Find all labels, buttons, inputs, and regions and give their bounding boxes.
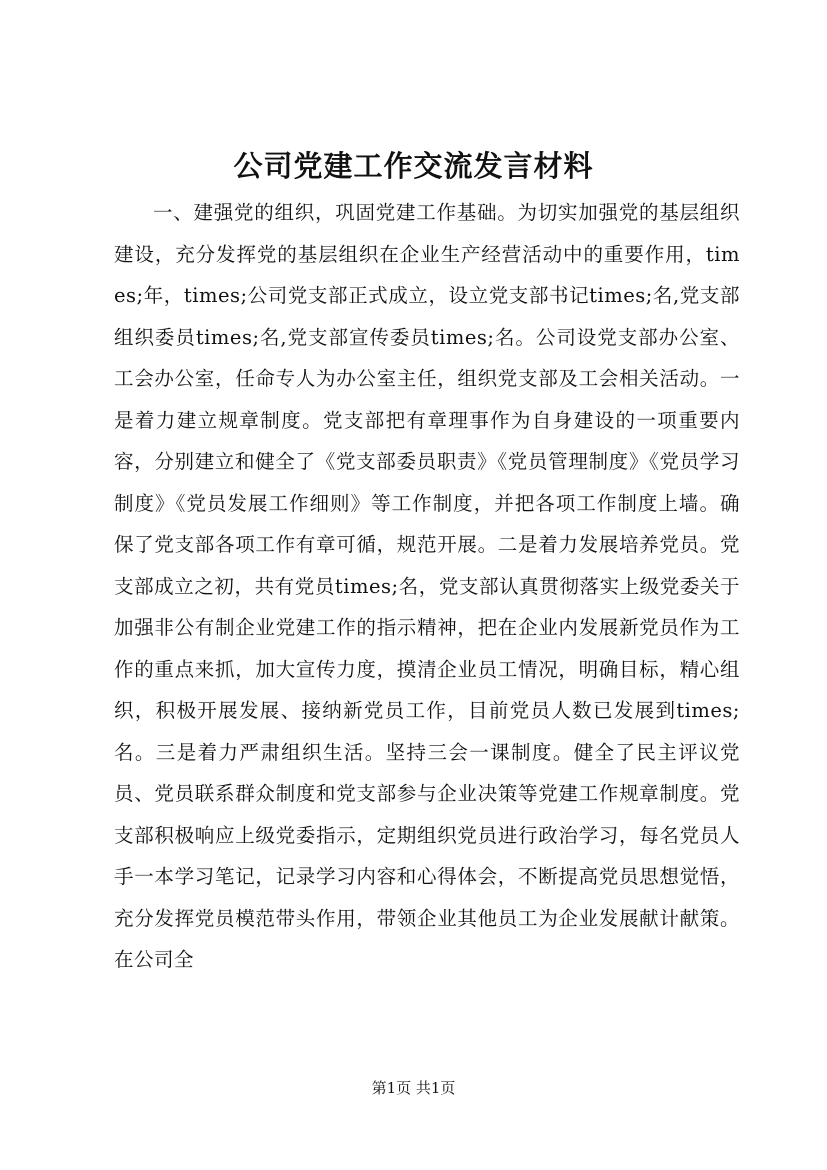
page-footer: 第1页 共1页	[371, 1079, 456, 1097]
document-title: 公司党建工作交流发言材料	[233, 149, 594, 183]
document-body-paragraph: 一、建强党的组织，巩固党建工作基础。为切实加强党的基层组织建设，充分发挥党的基层组织在企业生产经营活动中的重要作用，times;年，times;公司党支部正式成立，设立党支部书记times;名,党支部组织委员times;名,党支部宣传委员times;名。公司设党支部办公室、工会办公室，任命专人为办公室主任，组织党支部及工会相关活动。一是着力建立规章制度。党支部把有章理事作为自身建设的一项重要内容，分别建立和健全了《党支部委员职责》《党员管理制度》《党员学习制度》《党员发展工作细则》等工作制度，并把各项工作制度上墙。确保了党支部各项工作有章可循，规范开展。二是着力发展培养党员。党支部成立之初，共有党员times;名，党支部认真贯彻落实上级党委关于加强非公有制企业党建工作的指示精神，把在企业内发展新党员作为工作的重点来抓，加大宣传力度，摸清企业员工情况，明确目标，精心组织，积极开展发展、接纳新党员工作，目前党员人数已发展到times;名。三是着力严肃组织生活。坚持三会一课制度。健全了民主评议党员、党员联系群众制度和党支部参与企业决策等党建工作规章制度。党支部积极响应上级党委指示，定期组织党员进行政治学习，每名党员人手一本学习笔记，记录学习内容和心得体会，不断提高党员思想觉悟，充分发挥党员模范带头作用，带领企业其他员工为企业发展献计献策。在公司全	[114, 201, 740, 971]
